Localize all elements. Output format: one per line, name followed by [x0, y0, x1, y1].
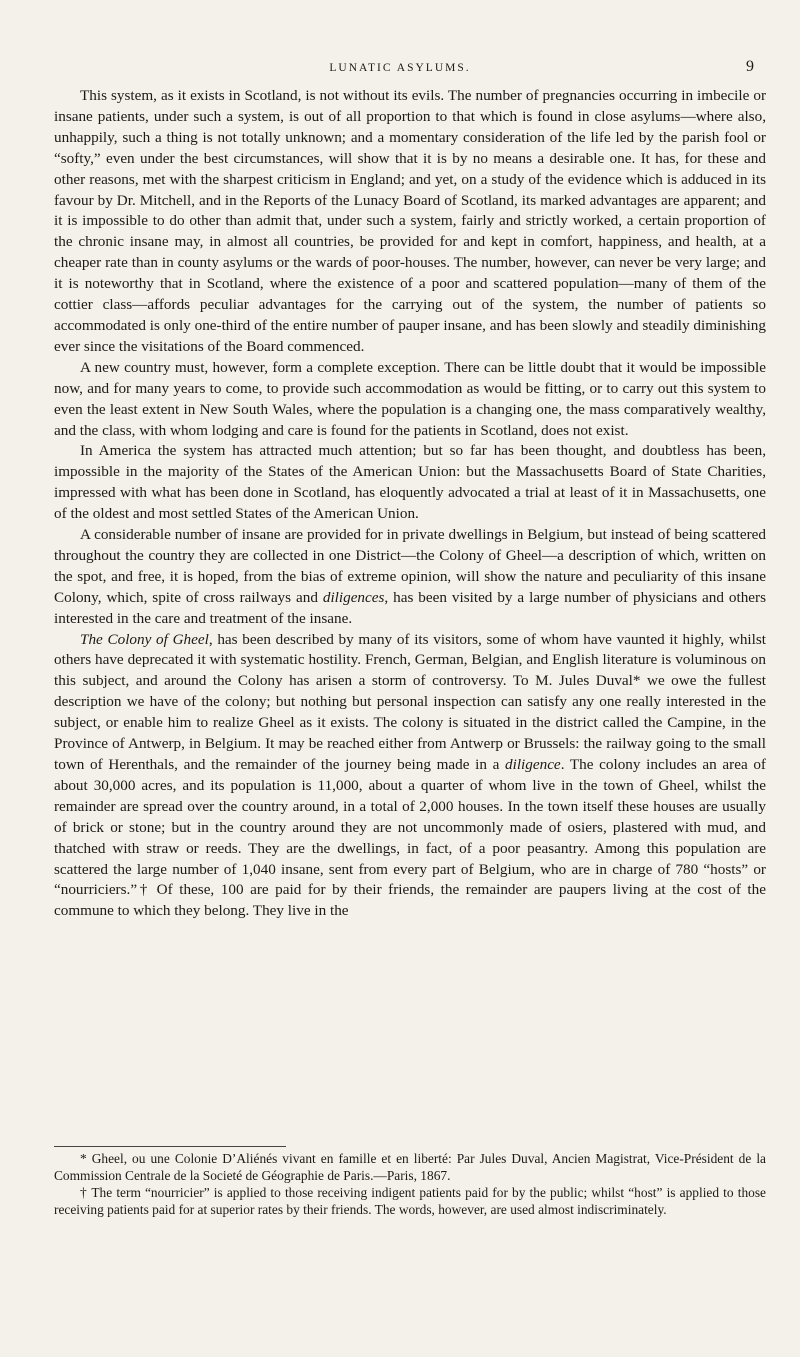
- paragraph-gheel-text-b: . The colony includes an area of about 30,000 acres, and its population is 11,000, about a quarter of whom live in the town of Gheel, whilst the remainder are spread over the country around, in a total of 2,000 houses. In the town itself these houses are usually of brick or stone; but in the country around they are not uncommonly made of osiers, plastered with mud, and thatched with straw or reeds. They are the dwellings, in fact, of a poor peasantry. Among this population are scattered the large number of 1,040 insane, sent from every part of Belgium, who are in charge of 780 “hosts” or “nourriciers.”† Of these, 100 are paid for by their friends, the remainder are paupers living at the cost of the commune to which they belong. They live in the: [54, 756, 766, 920]
- italic-colony-of-gheel: The Colony of Gheel: [80, 630, 209, 648]
- paragraph-belgium-text-a: A considerable number of insane are provided for in private dwellings in Belgium, but instead of being scattered throughout the country they are collected in one District—the Colony of Gheel—a description of which, written on the spot, and free, it is hoped, from the bias of extreme opinion, will show the nature and peculiarity of this insane Colony, which, spite of cross railways and: [54, 526, 766, 606]
- footnotes: [54, 1150, 766, 1218]
- paragraph-belgium-text-b: , has been visited by a large number of physicians and others interested in the care and treatment of the insane.: [54, 588, 767, 627]
- paragraph-gheel-text-a: , has been described by many of its visitors, some of whom have vaunted it highly, whilst others have deprecated it with systematic hostility. French, German, Belgian, and English literature is voluminous on this subject, and around the Colony has arisen a storm of controversy. To M. Jules Duval* we owe the fullest description we have of the colony; but nothing but personal inspection can satisfy any one really interested in the subject, or enable him to realize Gheel as it exists. The colony is situated in the district called the Campine, in the Province of Antwerp, in Belgium. It may be reached either from Antwerp or Brussels: the railway going to the small town of Herenthals, and the remainder of the journey being made in a: [54, 630, 766, 773]
- paragraph-colony-of-gheel: [54, 630, 766, 923]
- italic-diligences: diligences: [322, 588, 385, 606]
- paragraph-america: In America the system has attracted much attention; but so far has been thought, and doubtless has been, impossible in the majority of the States of the American Union: but the Massachusetts Board of State Charities, impressed with what has been done in Scotland, has eloquently advocated a trial at least of it in Massachusetts, one of the oldest and most settled States of the American Union.: [54, 442, 766, 523]
- italic-diligence: diligence: [505, 756, 561, 773]
- paragraph-scotland-system: This system, as it exists in Scotland, is not without its evils. The number of pregnancies occurring in imbecile or insane patients, under such a system, is out of all proportion to that which is found in close asylums—where also, unhappily, such a thing is not totally unknown; and a momentary consideration of the life led by the parish fool or “softy,” even under the best circumstances, will show that it is by no means a desirable one. It has, for these and other reasons, met with the sharpest criticism in England; and yet, on a study of the evidence which is adduced in its favour by Dr. Mitchell, and in the Reports of the Lunacy Board of Scotland, its marked advantages are apparent; and it is impossible to do other than admit that, under such a system, fairly and strictly worked, a certain proportion of the chronic insane may, in almost all countries, be provided for and kept in comfort, happiness, and health, at a cheaper rate than in county asylums or the wards of poor-houses. The number, however, can never be very large; and it is noteworthy that in Scotland, where the existence of a poor and scattered population—many of them of the cottier class—affords peculiar advantages for the carrying out of the system, the number of patients so accommodated is only one-third of the entire number of pauper insane, and has been slowly and steadily diminishing ever since the visitations of the Board commenced.: [54, 87, 766, 355]
- running-head: LUNATIC ASYLUMS.: [329, 62, 471, 74]
- footnote-duval: * Gheel, ou une Colonie D’Aliénés vivant en famille et en liberté: Par Jules Duval, Ancien Magistrat, Vice-Président de la Commission Centrale de la Societé de Géographie de Paris.—Paris, 1867.: [54, 1151, 766, 1183]
- footnote-nourricier: † The term “nourricier” is applied to those receiving indigent patients paid for by the public; whilst “host” is applied to those receiving patients paid for at superior rates by their friends. The words, however, are used almost indiscriminately.: [54, 1185, 766, 1217]
- body-text: [54, 86, 766, 922]
- page-number: 9: [746, 58, 754, 75]
- footnote-rule: [54, 1146, 286, 1147]
- paragraph-new-south-wales: A new country must, however, form a complete exception. There can be little doubt that it would be impossible now, and for many years to come, to provide such accommodation as would be fitting, or to carry out this system to even the least extent in New South Wales, where the population is a changing one, the mass comparatively wealthy, and the class, with whom lodging and care is found for the patients in Scotland, does not exist.: [54, 358, 766, 439]
- paragraph-belgium: [54, 525, 766, 630]
